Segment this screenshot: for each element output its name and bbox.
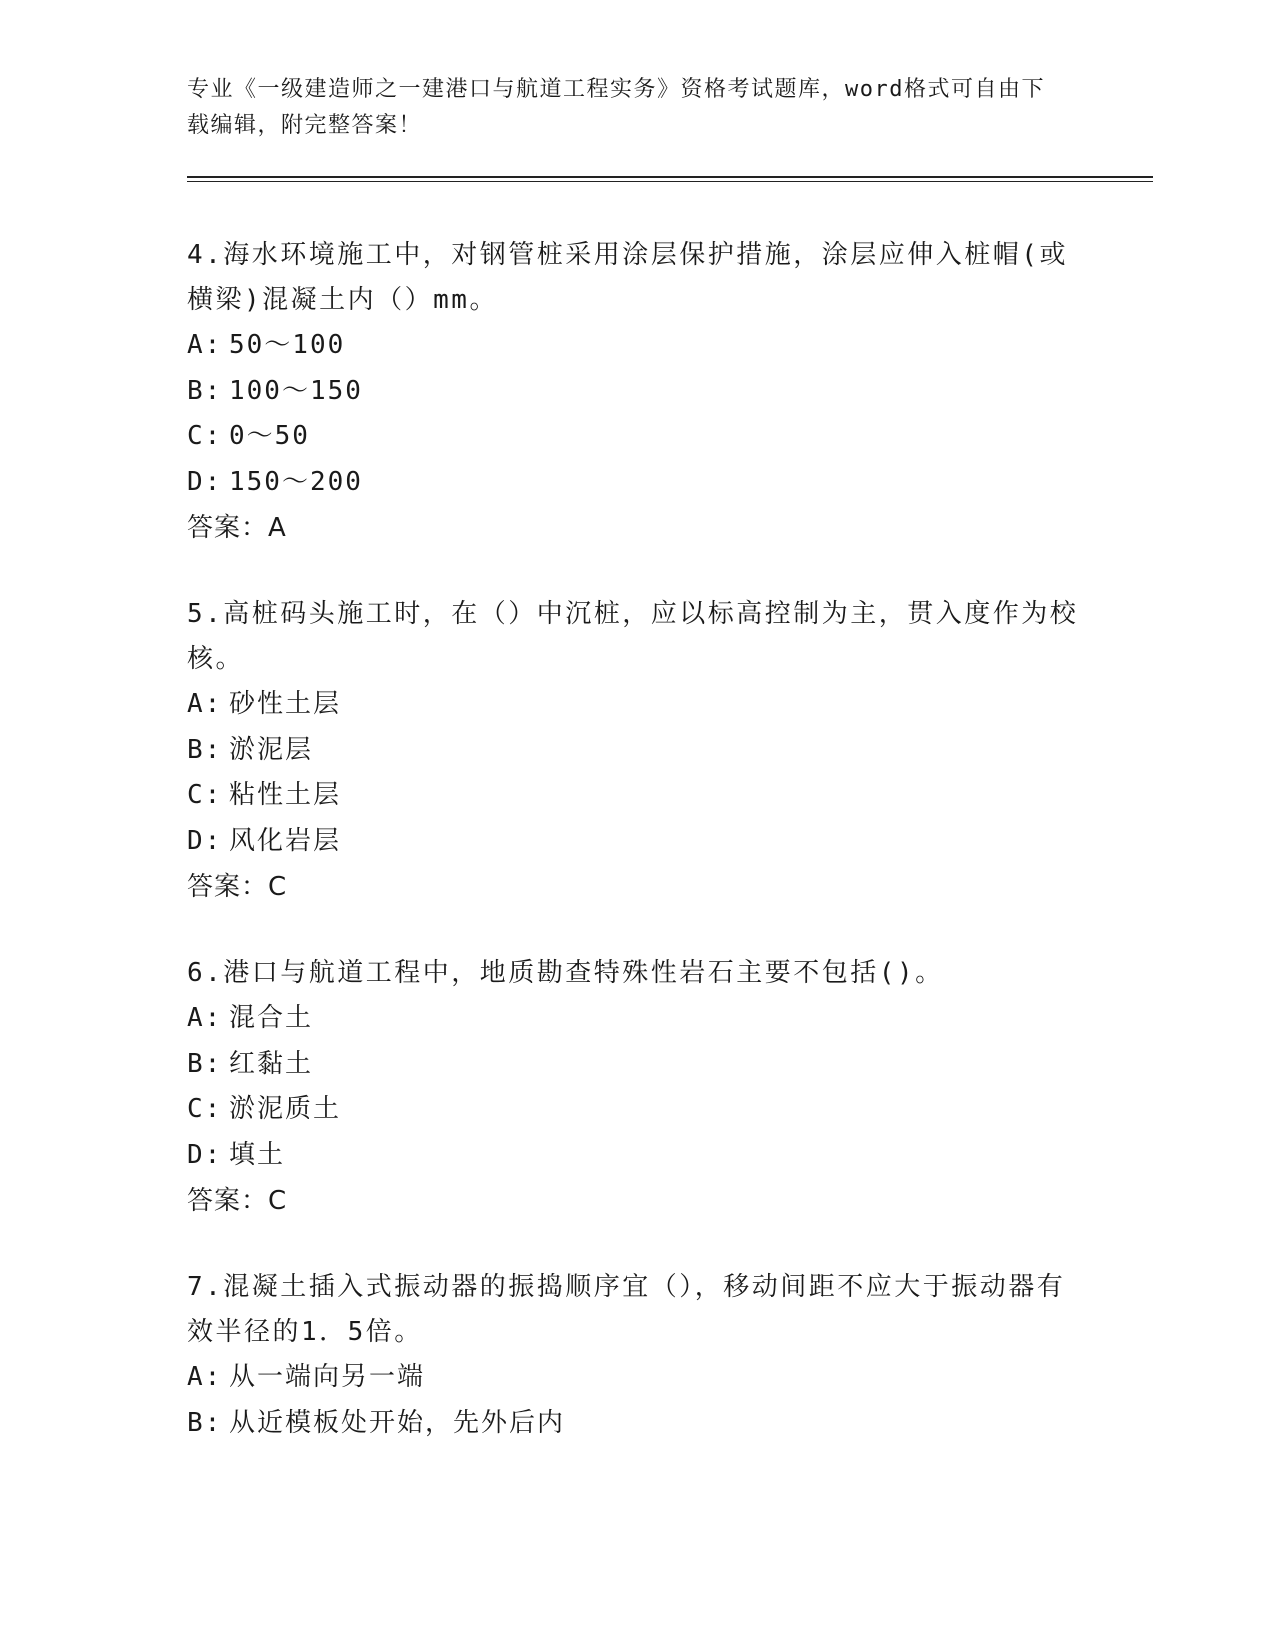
question-stem: 4.海水环境施工中，对钢管桩采用涂层保护措施，涂层应伸入桩帽(或横梁)混凝土内（）mm。 — [187, 240, 1068, 315]
option-letter: A: — [187, 689, 223, 719]
option-letter: B: — [187, 734, 223, 765]
option-b — [187, 728, 1087, 774]
question-stem: 5.高桩码头施工时，在（）中沉桩，应以标高控制为主，贯入度作为校核。 — [187, 599, 1079, 674]
question-stem: 7.混凝土插入式振动器的振捣顺序宜（），移动间距不应大于振动器有效半径的1．5倍。 — [187, 1272, 1066, 1347]
question-6 — [187, 951, 1087, 1224]
answer: 答案：C — [187, 1186, 288, 1216]
option-letter: A: — [187, 1362, 223, 1392]
option-text: 从一端向另一端 — [229, 1362, 426, 1392]
option-letter: A: — [187, 1003, 223, 1033]
option-letter: D: — [187, 825, 223, 856]
option-text: 从近模板处开始，先外后内 — [229, 1407, 566, 1438]
question-4 — [187, 233, 1087, 551]
option-a — [187, 323, 1087, 369]
option-a — [187, 1355, 1087, 1401]
option-d — [187, 1133, 1087, 1179]
option-text: 风化岩层 — [229, 825, 342, 856]
option-a — [187, 682, 1087, 728]
option-text: 砂性土层 — [229, 689, 342, 719]
option-c — [187, 1087, 1087, 1133]
option-letter: C: — [187, 421, 223, 451]
option-letter: B: — [187, 375, 223, 406]
header-rule-thick — [187, 176, 1153, 178]
option-text: 100～150 — [229, 375, 363, 406]
answer: 答案：C — [187, 872, 288, 902]
option-text: 填土 — [229, 1139, 286, 1170]
option-c — [187, 773, 1087, 819]
option-text: 150～200 — [229, 466, 363, 497]
option-text: 粘性土层 — [229, 780, 342, 810]
option-letter: D: — [187, 466, 223, 497]
option-text: 淤泥层 — [229, 734, 314, 765]
option-text: 0～50 — [229, 421, 310, 451]
document-header: 专业《一级建造师之一建港口与航道工程实务》资格考试题库，word格式可自由下载编辑，附完整答案！ — [187, 77, 1045, 138]
option-b — [187, 1401, 1087, 1447]
option-letter: B: — [187, 1407, 223, 1438]
option-text: 混合土 — [229, 1003, 314, 1033]
question-7 — [187, 1265, 1087, 1446]
header-rule-thin — [187, 181, 1153, 182]
option-letter: C: — [187, 1094, 223, 1124]
option-letter: C: — [187, 780, 223, 810]
option-letter: B: — [187, 1048, 223, 1079]
option-d — [187, 819, 1087, 865]
option-letter: A: — [187, 330, 223, 360]
option-d — [187, 460, 1087, 506]
option-text: 红黏土 — [229, 1048, 314, 1079]
question-5 — [187, 592, 1087, 910]
option-b — [187, 1042, 1087, 1088]
answer: 答案：A — [187, 513, 287, 543]
option-b — [187, 369, 1087, 415]
question-list — [187, 233, 1087, 1487]
option-letter: D: — [187, 1139, 223, 1170]
question-stem: 6.港口与航道工程中，地质勘查特殊性岩石主要不包括()。 — [187, 958, 944, 988]
option-text: 淤泥质土 — [229, 1094, 342, 1124]
option-a — [187, 996, 1087, 1042]
option-c — [187, 414, 1087, 460]
option-text: 50～100 — [229, 330, 346, 360]
